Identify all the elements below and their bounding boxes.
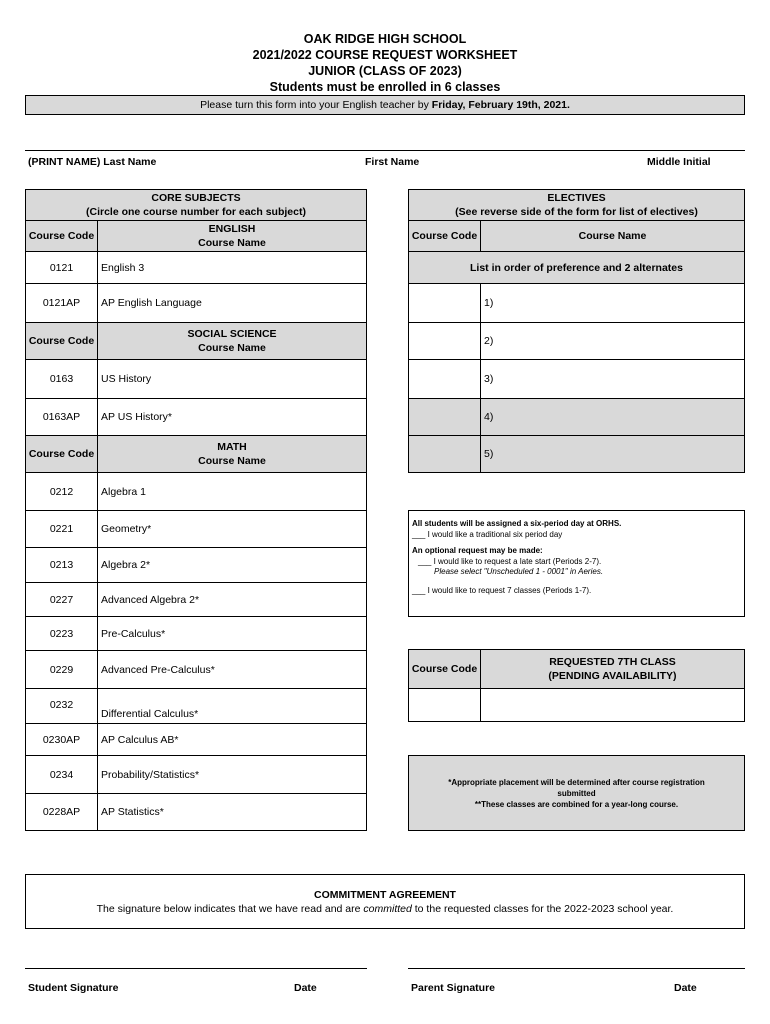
commitment-emphasis: committed	[363, 902, 412, 915]
late-start-option[interactable]: ___ I would like to request a late start (Periods 2-7).	[418, 556, 602, 566]
alternate-slot[interactable]: 5)	[480, 435, 745, 473]
elective-slot[interactable]: 3)	[480, 359, 745, 399]
math-title: MATH	[217, 441, 247, 453]
traditional-day-option[interactable]: ___ I would like a traditional six period day	[412, 529, 563, 539]
course-code[interactable]: 0121AP	[25, 283, 98, 323]
elective-code-header: Course Code	[408, 220, 481, 252]
seventh-class-title: REQUESTED 7TH CLASS	[549, 656, 676, 668]
commitment-box	[25, 874, 745, 929]
english-name-header: Course Name	[198, 237, 266, 249]
school-name: OAK RIDGE HIGH SCHOOL	[303, 32, 467, 46]
seventh-class-header	[480, 649, 745, 689]
electives-subtitle: (See reverse side of the form for list of electives)	[455, 206, 698, 218]
seventh-name-input[interactable]	[480, 688, 745, 722]
math-name-header: Course Name	[198, 455, 266, 467]
alternate-slot[interactable]: 4)	[480, 398, 745, 436]
middle-initial-label: Middle Initial	[647, 156, 711, 168]
electives-title: ELECTIVES	[547, 192, 606, 204]
elective-code-input[interactable]	[408, 322, 481, 360]
name-line[interactable]	[25, 150, 745, 151]
core-title: CORE SUBJECTS	[151, 192, 241, 204]
parent-date-label: Date	[674, 982, 697, 994]
social-science-title: SOCIAL SCIENCE	[187, 328, 277, 340]
enroll-requirement: Students must be enrolled in 6 classes	[269, 80, 501, 94]
course-name: Geometry*	[97, 510, 367, 548]
placement-note: *Appropriate placement will be determined after course registration submitted	[448, 777, 705, 798]
commitment-prefix: The signature below indicates that we have read and are	[96, 902, 364, 915]
course-code[interactable]: 0228AP	[25, 793, 98, 831]
elective-code-input[interactable]	[408, 283, 481, 323]
seventh-code-input[interactable]	[408, 688, 481, 722]
worksheet-title: 2021/2022 COURSE REQUEST WORKSHEET	[252, 48, 518, 62]
course-code[interactable]: 0212	[25, 472, 98, 511]
parent-signature-line[interactable]	[408, 968, 745, 969]
course-name: Advanced Algebra 2*	[97, 582, 367, 617]
preference-header: List in order of preference and 2 alternates	[408, 251, 745, 284]
course-name: Advanced Pre-Calculus*	[97, 650, 367, 689]
course-code[interactable]: 0163AP	[25, 398, 98, 436]
course-code[interactable]: 0213	[25, 547, 98, 583]
notice-banner	[25, 95, 745, 115]
course-name: Pre-Calculus*	[97, 616, 367, 651]
course-name: English 3	[97, 251, 367, 284]
alternate-code-input[interactable]	[408, 435, 481, 473]
placement-footnote	[408, 755, 745, 831]
course-code[interactable]: 0234	[25, 755, 98, 794]
parent-signature-label: Parent Signature	[411, 982, 496, 994]
electives-header	[408, 189, 745, 221]
notice-text: Please turn this form into your English teacher by	[200, 99, 429, 111]
course-name: Differential Calculus*	[97, 688, 367, 724]
late-start-instruction: Please select "Unscheduled 1 - 0001" in Aeries.	[434, 567, 604, 576]
elective-name-header: Course Name	[480, 220, 745, 252]
commitment-suffix: to the requested classes for the 2022-2023 school year.	[411, 902, 674, 915]
course-name: AP English Language	[97, 283, 367, 323]
social-name-header: Course Name	[198, 342, 266, 354]
course-code[interactable]: 0221	[25, 510, 98, 548]
schedule-options-box	[408, 510, 745, 617]
course-name: AP Calculus AB*	[97, 723, 367, 756]
course-code[interactable]: 0232	[25, 688, 98, 724]
core-subtitle: (Circle one course number for each subject)	[86, 206, 306, 218]
english-header	[97, 220, 367, 252]
elective-slot[interactable]: 1)	[480, 283, 745, 323]
elective-code-input[interactable]	[408, 359, 481, 399]
course-name: AP US History*	[97, 398, 367, 436]
seventh-code-header: Course Code	[408, 649, 481, 689]
course-code[interactable]: 0163	[25, 359, 98, 399]
student-signature-line[interactable]	[25, 968, 367, 969]
commitment-text	[97, 902, 674, 916]
student-date-label: Date	[294, 982, 317, 994]
social-science-header	[97, 322, 367, 360]
english-title: ENGLISH	[208, 223, 256, 235]
last-name-label: (PRINT NAME) Last Name	[28, 156, 157, 168]
core-header	[25, 189, 367, 221]
seventh-class-subtitle: (PENDING AVAILABILITY)	[548, 670, 677, 682]
course-code[interactable]: 0121	[25, 251, 98, 284]
course-code[interactable]: 0223	[25, 616, 98, 651]
course-name: Algebra 2*	[97, 547, 367, 583]
notice-date: Friday, February 19th, 2021.	[431, 99, 570, 111]
student-signature-label: Student Signature	[28, 982, 119, 994]
course-code[interactable]: 0230AP	[25, 723, 98, 756]
seven-classes-option[interactable]: ___ I would like to request 7 classes (Periods 1-7).	[412, 585, 592, 595]
elective-slot[interactable]: 2)	[480, 322, 745, 360]
course-name: Probability/Statistics*	[97, 755, 367, 794]
math-header	[97, 435, 367, 473]
math-code-header: Course Code	[25, 435, 98, 473]
course-name: Algebra 1	[97, 472, 367, 511]
course-name: AP Statistics*	[97, 793, 367, 831]
english-code-header: Course Code	[25, 220, 98, 252]
first-name-label: First Name	[365, 156, 420, 168]
commitment-title: COMMITMENT AGREEMENT	[314, 888, 456, 901]
course-name: US History	[97, 359, 367, 399]
schedule-note: All students will be assigned a six-period day at ORHS.	[412, 519, 622, 528]
course-code[interactable]: 0229	[25, 650, 98, 689]
social-code-header: Course Code	[25, 322, 98, 360]
class-title: JUNIOR (CLASS OF 2023)	[308, 64, 462, 78]
optional-request-note: An optional request may be made:	[412, 546, 543, 555]
combined-note: **These classes are combined for a year-long course.	[474, 799, 679, 809]
course-code[interactable]: 0227	[25, 582, 98, 617]
alternate-code-input[interactable]	[408, 398, 481, 436]
